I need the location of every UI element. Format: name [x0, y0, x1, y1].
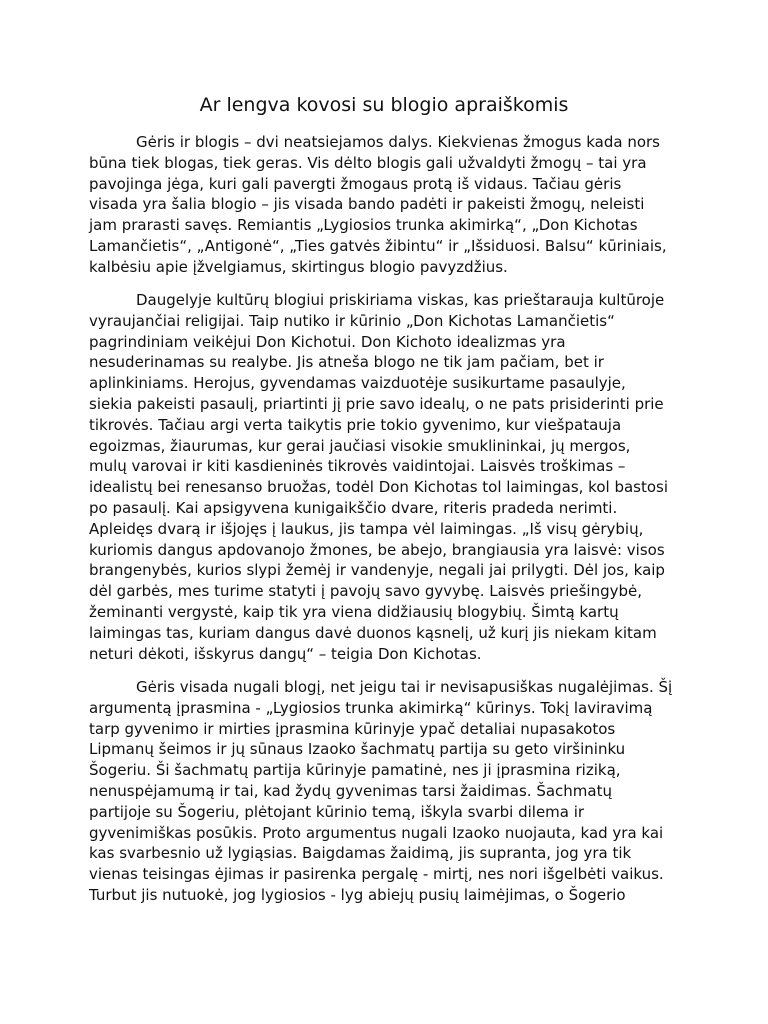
text-line: kalbėsiu apie įžvelgiamus, skirtingus blogio pavyzdžius.	[89, 257, 508, 276]
text-line: kuriomis dangus apdovanojo žmones, be abejo, brangiausia yra laisvė: visos	[89, 540, 665, 559]
text-line: vienas teisingas ėjimas ir pasirenka pergalę - mirtį, nes nori išgelbėti vaikus.	[89, 865, 664, 884]
text-line: visada yra šalia blogio – jis visada bando padėti ir pakeisti žmogų, neleisti	[89, 195, 645, 214]
text-line: nesuderinamas su realybe. Jis atneša blogo ne tik jam pačiam, bet ir	[89, 353, 604, 372]
text-line: brangenybės, kurios slypi žemėj ir vandenyje, negali jai prilygti. Dėl jos, kaip	[89, 561, 665, 580]
text-line: vyraujančiai religijai. Taip nutiko ir kūrinio „Don Kichotas Lamančietis“	[89, 311, 615, 330]
paragraph-don-kichotas	[89, 290, 689, 664]
text-line: Gėris ir blogis – dvi neatsiejamos dalys. Kiekvienas žmogus kada nors	[136, 133, 660, 151]
text-line: jam prarasti savęs. Remiantis „Lygiosios trunka akimirką“, „Don Kichotas	[89, 216, 638, 235]
text-line: Lamančietis“, „Antigonė“, „Ties gatvės žibintu“ ir „Išsiduosi. Balsu“ kūriniais,	[89, 236, 667, 255]
page-title: Ar lengva kovosi su blogio apraiškomis	[199, 94, 569, 116]
text-line: gyvenimiškas posūkis. Proto argumentus nugali Izaoko nuojauta, kad yra kai	[89, 823, 664, 842]
text-line: Šogeriu. Ši šachmatų partija kūrinyje pamatinė, nes ji įprasmina riziką,	[89, 761, 621, 780]
text-line: neturi dėkoti, išskyrus dangų“ – teigia Don Kichotas.	[89, 644, 482, 663]
text-line: partijoje su Šogeriu, plėtojant kūrinio temą, iškyla svarbi dilema ir	[89, 802, 585, 821]
text-line: kas svarbesnio už lygiąsias. Baigdamas žaidimą, jis supranta, jog yra tik	[89, 844, 632, 863]
text-line: pavojinga jėga, kuri gali pavergti žmogaus protą iš vidaus. Tačiau gėris	[89, 174, 622, 193]
text-line: argumentą įprasmina - „Lygiosios trunka akimirką“ kūrinys. Tokį laviravimą	[89, 698, 653, 717]
text-line: siekia pakeisti pasaulį, priartinti jį prie savo idealų, o ne pats prisiderinti prie	[89, 394, 664, 413]
text-line: aplinkiniams. Herojus, gyvendamas vaizduotėje susikurtame pasaulyje,	[89, 374, 626, 393]
text-line: nenuspėjamumą ir tai, kad žydų gyvenimas tarsi žaidimas. Šachmatų	[89, 781, 612, 800]
text-line: Daugelyje kultūrų blogiui priskiriama viskas, kas prieštarauja kultūroje	[136, 291, 665, 309]
text-line: mulų varovai ir kiti kasdieninės tikrovės vaidintojai. Laisvės troškimas –	[89, 457, 626, 476]
text-line: Gėris visada nugali blogį, net jeigu tai ir nevisapusiškas nugalėjimas. Šį	[136, 678, 673, 696]
paragraph-introduction	[89, 132, 689, 278]
text-line: Apleidęs dvarą ir išjojęs į laukus, jis tampa vėl laimingas. „Iš visų gėrybių,	[89, 519, 644, 538]
paragraph-lygiosios	[89, 677, 689, 906]
text-line: laimingas tas, kuriam dangus davė duonos kąsnelį, už kurį jis niekam kitam	[89, 623, 657, 642]
text-line: dėl garbės, mes turime statyti į pavojų savo gyvybę. Laisvės priešingybė,	[89, 582, 643, 601]
text-line: egoizmas, žiaurumas, kur gerai jaučiasi visokie smuklininkai, jų mergos,	[89, 436, 631, 455]
text-line: po pasaulį. Kai apsigyvena kunigaikščio dvare, riteris pradeda nerimti.	[89, 498, 618, 517]
text-line: idealistų bei renesanso bruožas, todėl Don Kichotas tol laimingas, kol bastosi	[89, 478, 669, 497]
text-line: Turbut jis nutuokė, jog lygiosios - lyg abiejų pusių laimėjimas, o Šogerio	[89, 885, 626, 904]
text-line: žeminanti vergystė, kaip tik yra viena didžiausių blogybių. Šimtą kartų	[89, 602, 619, 621]
text-line: tikrovės. Tačiau argi verta taikytis prie tokio gyvenimo, kur viešpatauja	[89, 415, 622, 434]
text-line: tarp gyvenimo ir mirties įprasmina kūrinyje ypač detaliai nupasakotos	[89, 719, 616, 738]
text-line: Lipmanų šeimos ir jų sūnaus Izaoko šachmatų partija su geto viršininku	[89, 740, 626, 759]
text-line: pagrindiniam veikėjui Don Kichotui. Don Kichoto idealizmas yra	[89, 332, 566, 351]
text-line: būna tiek blogas, tiek geras. Vis dėlto blogis gali užvaldyti žmogų – tai yra	[89, 153, 647, 172]
